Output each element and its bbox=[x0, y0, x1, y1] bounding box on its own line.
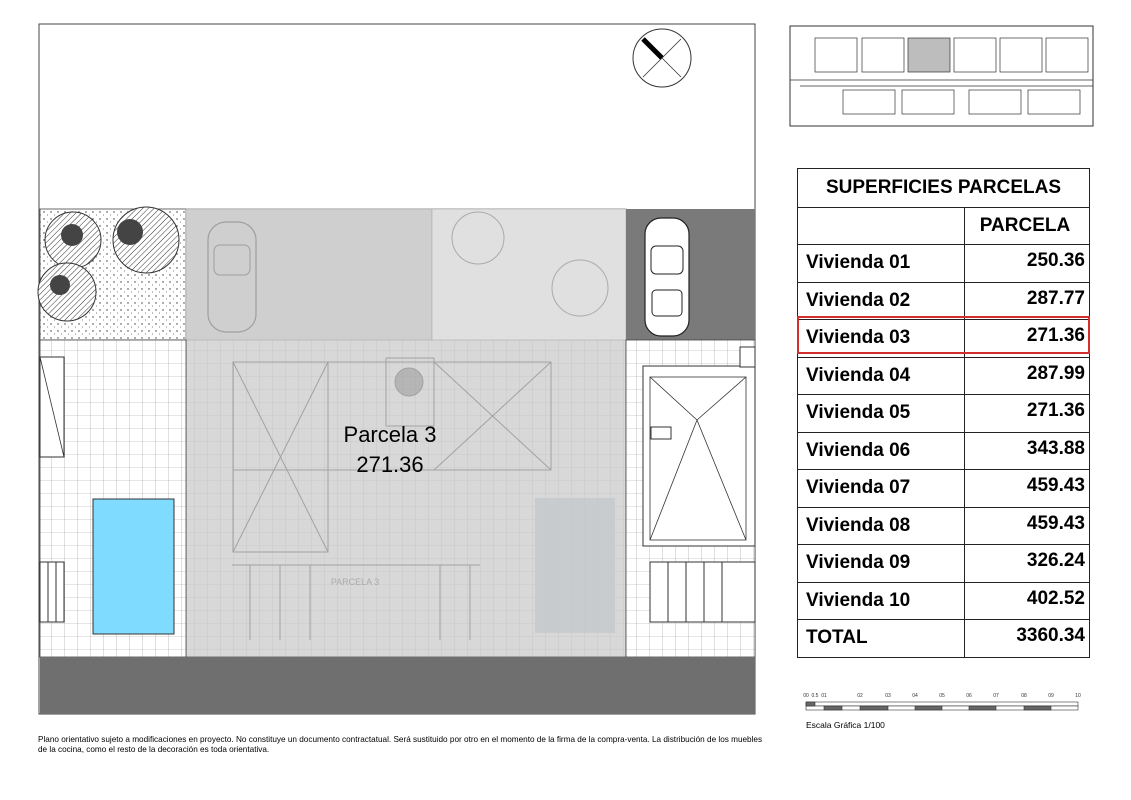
road bbox=[40, 657, 755, 714]
row-name: Vivienda 03 bbox=[798, 320, 965, 357]
table-header-row bbox=[798, 207, 1089, 245]
table-column-header: PARCELA bbox=[979, 214, 1071, 236]
row-name: Vivienda 05 bbox=[798, 395, 965, 432]
highlight-vivienda-03 bbox=[797, 316, 1090, 354]
scale-tick-label: 05 bbox=[939, 693, 945, 699]
key-plan bbox=[790, 26, 1093, 126]
scale-tick-label: 03 bbox=[885, 693, 891, 699]
row-name: Vivienda 07 bbox=[798, 470, 965, 507]
table-row bbox=[798, 469, 1089, 507]
scale-label: Escala Gráfica 1/100 bbox=[806, 720, 885, 730]
scale-tick-label: 06 bbox=[966, 693, 972, 699]
table-row bbox=[798, 282, 1089, 320]
disclaimer-note: Plano orientativo sujeto a modificaciones en proyecto. No constituye un documento contractatual. Será sustituido por otro en el momento de la firma de la compra-venta. La distribución de los muebles de la cocina, como el resto de la decoración es toda orientativa. bbox=[38, 735, 763, 754]
parcel-label bbox=[300, 420, 480, 480]
scale-tick-label: 07 bbox=[993, 693, 999, 699]
row-name: Vivienda 06 bbox=[798, 433, 965, 470]
scale-tick-label: 10 bbox=[1075, 693, 1081, 699]
row-name: Vivienda 01 bbox=[798, 245, 965, 282]
total-label: TOTAL bbox=[798, 620, 965, 657]
table-row bbox=[798, 507, 1089, 545]
row-value: 287.77 bbox=[1026, 287, 1085, 309]
surfaces-table bbox=[797, 168, 1090, 658]
row-name: Vivienda 09 bbox=[798, 545, 965, 582]
scale-tick-label: 01 bbox=[821, 693, 827, 699]
scale-tick-label: 00 bbox=[803, 693, 809, 699]
table-title: SUPERFICIES PARCELAS bbox=[825, 176, 1062, 198]
row-value: 343.88 bbox=[1026, 437, 1085, 459]
row-value: 271.36 bbox=[1026, 400, 1085, 421]
scale-tick-label: 04 bbox=[912, 693, 918, 699]
row-name: Vivienda 08 bbox=[798, 508, 965, 545]
table-row bbox=[798, 582, 1089, 620]
table-row bbox=[798, 394, 1089, 432]
parcel-area: 271.36 bbox=[356, 452, 424, 477]
row-name: Vivienda 02 bbox=[798, 283, 965, 320]
row-value: 459.43 bbox=[1026, 512, 1085, 534]
row-value: 250.36 bbox=[1026, 250, 1085, 271]
scale-bar bbox=[803, 693, 1081, 710]
row-name: Vivienda 10 bbox=[798, 583, 965, 620]
pool bbox=[93, 499, 174, 634]
scale-tick-label: 0.5 bbox=[811, 693, 819, 699]
table-header-empty bbox=[798, 208, 965, 245]
row-name: Vivienda 04 bbox=[798, 358, 965, 395]
scale-tick-label: 09 bbox=[1048, 693, 1054, 699]
scale-tick-label: 08 bbox=[1021, 693, 1027, 699]
table-row bbox=[798, 544, 1089, 582]
row-value: 402.52 bbox=[1026, 587, 1085, 609]
table-title-row bbox=[798, 169, 1089, 207]
row-value: 287.99 bbox=[1026, 362, 1085, 384]
table-row bbox=[798, 244, 1089, 282]
row-value: 459.43 bbox=[1026, 475, 1085, 496]
scale-tick-label: 02 bbox=[857, 693, 863, 699]
car-icon bbox=[645, 218, 689, 336]
parcel-watermark: PARCELA 3 bbox=[330, 577, 380, 587]
total-value: 3360.34 bbox=[1016, 625, 1085, 646]
table-row bbox=[798, 357, 1089, 395]
row-value: 326.24 bbox=[1026, 550, 1085, 571]
parcel-name: Parcela 3 bbox=[343, 422, 437, 447]
table-row bbox=[798, 432, 1089, 470]
table-total-row bbox=[798, 619, 1089, 657]
row-value: 271.36 bbox=[1026, 325, 1085, 346]
